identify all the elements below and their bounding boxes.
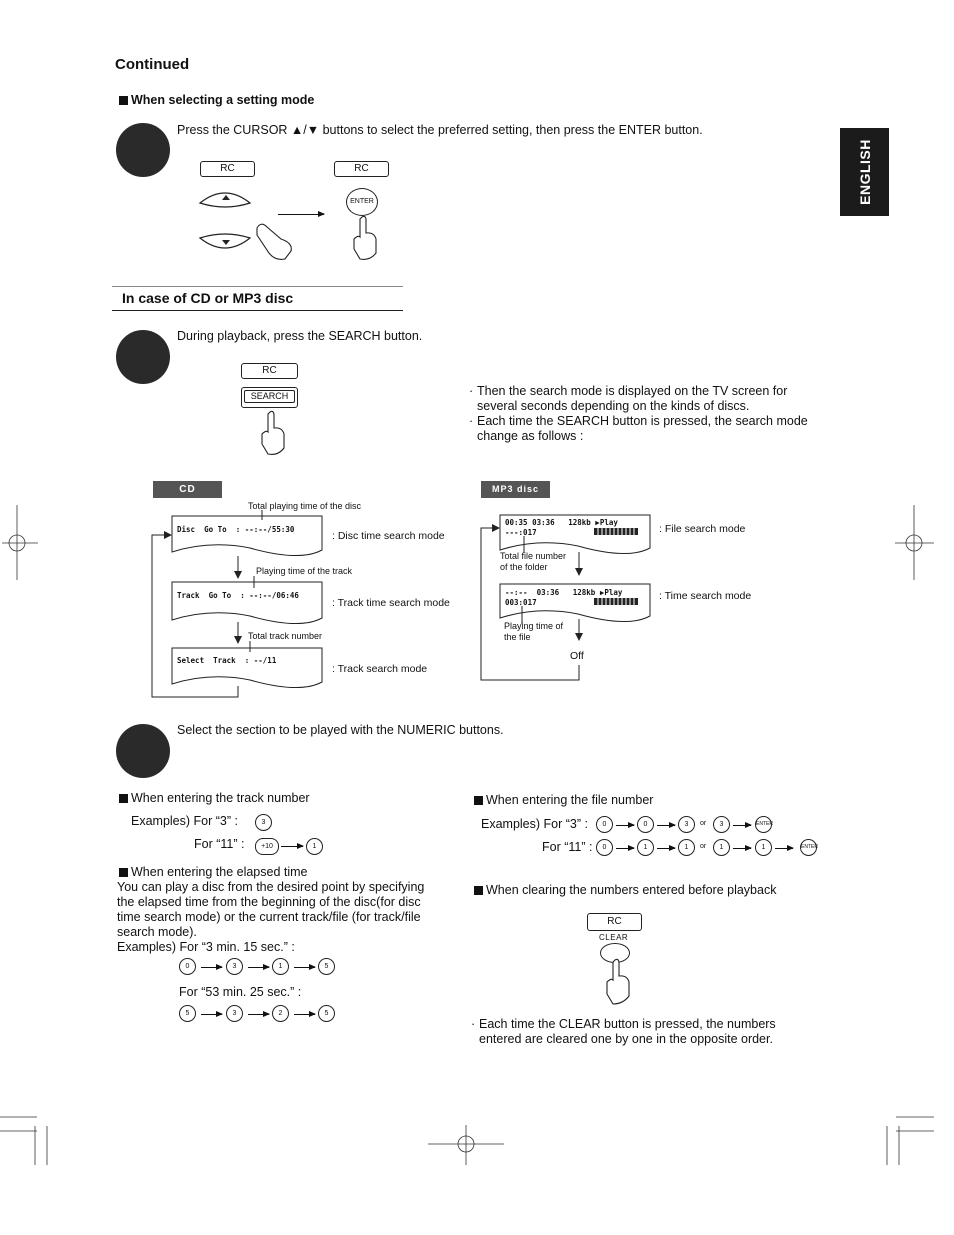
disc-time-screen: Disc Go To : --:--/55:30 xyxy=(177,525,295,534)
note-total-file: Total file number xyxy=(500,551,567,561)
square-bullet-icon xyxy=(119,868,128,877)
clear-heading-text: When clearing the numbers entered before playback xyxy=(486,883,777,897)
key-plus10: +10 xyxy=(255,838,279,855)
sequence-arrow xyxy=(281,846,303,847)
key-0: 0 xyxy=(179,958,196,975)
bullet-item: · Then the search mode is displayed on the TV screen for several seconds depending on the kinds of discs. xyxy=(469,384,788,413)
mp3-tag: MP3 disc xyxy=(481,481,550,498)
setting-mode-heading-text: When selecting a setting mode xyxy=(131,93,315,107)
key-5: 5 xyxy=(318,958,335,975)
sequence-arrow xyxy=(657,825,675,826)
mode-label: : Time search mode xyxy=(659,590,752,602)
sequence-arrow xyxy=(657,848,675,849)
cd-tag: CD xyxy=(153,481,222,498)
track-time-screen: Track Go To : --:--/06:46 xyxy=(177,591,299,600)
key-1: 1 xyxy=(755,839,772,856)
key-0: 0 xyxy=(596,816,613,833)
square-bullet-icon xyxy=(119,794,128,803)
elapsed-example-1: Examples) For “3 min. 15 sec.” : xyxy=(117,940,295,954)
key-1: 1 xyxy=(713,839,730,856)
key-3: 3 xyxy=(226,1005,243,1022)
or-label: or xyxy=(700,820,707,827)
off-label: Off xyxy=(570,650,584,662)
key-enter: ENTER xyxy=(800,839,817,856)
key-3: 3 xyxy=(226,958,243,975)
mode-label: : Track search mode xyxy=(332,663,428,675)
bullet-text: Each time the SEARCH button is pressed, the search mode change as follows : xyxy=(477,414,808,443)
file-search-screen-line1: 00:35 03:36 128kb ▶Play xyxy=(505,518,618,527)
file-example-3: Examples) For “3” : xyxy=(481,817,588,831)
clear-note-text: Each time the CLEAR button is pressed, the numbers entered are cleared one by one in the opposite order. xyxy=(479,1017,776,1046)
key-1: 1 xyxy=(678,839,695,856)
clear-label: CLEAR xyxy=(599,933,629,942)
time-search-screen-line2: 003:017 xyxy=(505,598,537,607)
sequence-arrow xyxy=(248,1014,269,1015)
sequence-arrow xyxy=(294,1014,315,1015)
track-number-heading-text: When entering the track number xyxy=(131,791,310,805)
rc-label-box: RC xyxy=(334,161,389,177)
step-marker xyxy=(116,724,170,778)
section-title: In case of CD or MP3 disc xyxy=(122,290,294,306)
file-number-heading-text: When entering the file number xyxy=(486,793,654,807)
clear-heading xyxy=(474,883,776,898)
note-total-track: Total track number xyxy=(248,631,323,641)
note-track-time: Playing time of the track xyxy=(256,566,353,576)
key-enter: ENTER xyxy=(755,816,772,833)
note-of-folder: of the folder xyxy=(500,562,548,572)
sequence-arrow xyxy=(201,967,222,968)
mode-label: : File search mode xyxy=(659,523,746,535)
sequence-arrow xyxy=(616,825,634,826)
elapsed-example-2: For “53 min. 25 sec.” : xyxy=(179,985,302,999)
search-button-label: SEARCH xyxy=(244,390,295,403)
track-example-3: Examples) For “3” : xyxy=(131,814,238,828)
setting-instruction: Press the CURSOR ▲/▼ buttons to select the preferred setting, then press the ENTER button. xyxy=(177,123,703,137)
key-0: 0 xyxy=(637,816,654,833)
sequence-arrow xyxy=(775,848,793,849)
square-bullet-icon xyxy=(474,886,483,895)
sequence-arrow xyxy=(733,848,751,849)
enter-button-icon: ENTER xyxy=(346,188,378,216)
key-5: 5 xyxy=(179,1005,196,1022)
file-number-heading xyxy=(474,793,653,808)
pressing-hand-icon xyxy=(603,958,633,1008)
or-label: or xyxy=(700,843,707,850)
square-bullet-icon xyxy=(474,796,483,805)
note-play-time: Playing time of xyxy=(504,621,564,631)
note-total-disc-time: Total playing time of the disc xyxy=(248,501,362,511)
continued-heading: Continued xyxy=(115,56,190,73)
sequence-arrow xyxy=(733,825,751,826)
sequence-arrow xyxy=(248,967,269,968)
track-search-screen: Select Track : --/11 xyxy=(177,656,277,665)
rc-label-box: RC xyxy=(200,161,255,177)
key-5: 5 xyxy=(318,1005,335,1022)
bullet-item: · Each time the SEARCH button is pressed, the search mode change as follows : xyxy=(469,414,808,443)
elapsed-time-paragraph: You can play a disc from the desired point by specifying the elapsed time from the beginning of the disc(for disc time search mode) or the current track/file (for track/file search mode). xyxy=(117,880,425,939)
file-search-screen-line2: ---:017 xyxy=(505,528,537,537)
track-example-11: For “11” : xyxy=(194,837,245,851)
sequence-arrow xyxy=(616,848,634,849)
key-1: 1 xyxy=(272,958,289,975)
rc-label-box: RC xyxy=(587,913,642,931)
sequence-arrow xyxy=(294,967,315,968)
rc-label-box: RC xyxy=(241,363,298,379)
time-search-screen-line1: --:-- 03:36 128kb ▶Play xyxy=(505,588,623,597)
key-2: 2 xyxy=(272,1005,289,1022)
sequence-arrow xyxy=(201,1014,222,1015)
track-number-heading xyxy=(119,791,310,806)
key-1: 1 xyxy=(637,839,654,856)
key-0: 0 xyxy=(596,839,613,856)
mode-label: : Disc time search mode xyxy=(332,530,445,542)
language-tab-label: ENGLISH xyxy=(856,139,873,205)
mode-label: : Track time search mode xyxy=(332,597,450,609)
elapsed-time-heading-text: When entering the elapsed time xyxy=(131,865,308,879)
key-3: 3 xyxy=(255,814,272,831)
search-instruction: During playback, press the SEARCH button. xyxy=(177,329,423,343)
key-3: 3 xyxy=(678,816,695,833)
bullet-text: Then the search mode is displayed on the TV screen for several seconds depending on the kinds of discs. xyxy=(477,384,788,413)
key-1: 1 xyxy=(306,838,323,855)
numeric-instruction: Select the section to be played with the NUMERIC buttons. xyxy=(177,723,504,737)
file-example-11: For “11” : xyxy=(542,840,593,854)
note-the-file: the file xyxy=(504,632,531,642)
clear-note: · Each time the CLEAR button is pressed, the numbers entered are cleared one by one in the opposite order. xyxy=(471,1017,776,1046)
key-3: 3 xyxy=(713,816,730,833)
elapsed-time-heading xyxy=(119,865,308,880)
